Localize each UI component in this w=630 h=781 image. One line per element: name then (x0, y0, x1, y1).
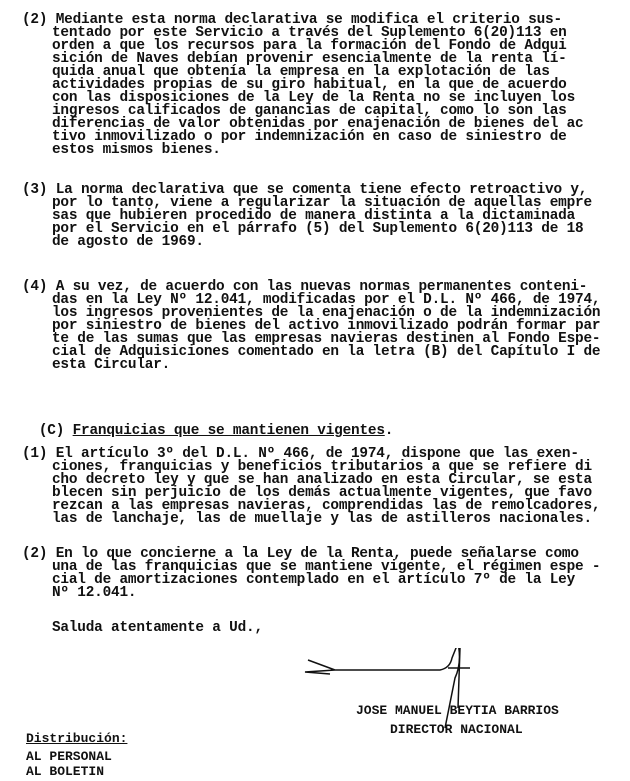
text-line: de agosto de 1969. (52, 234, 204, 250)
text-line: tivo inmovilizado o por indemnización en caso de siniestro de (52, 129, 567, 145)
text-line: cial de Adquisiciones comentado en la letra (B) del Capítulo I de (52, 344, 601, 360)
text-line: los ingresos provenientes de la enajenación o de la indemnización (52, 305, 601, 321)
text-line: cho decreto ley y que se han analizado en esta Circular, se esta (52, 472, 592, 488)
text-line: por el Servicio en el párrafo (5) del Suplemento 6(20)113 de 18 (52, 221, 584, 237)
text-line: por lo tanto, viene a regularizar la situación de aquellas empre (52, 195, 592, 211)
text-line: quida anual que obtenía la empresa en la explotación de las (52, 64, 550, 80)
text-line: tentado por este Servicio a través del Suplemento 6(20)113 en (52, 25, 567, 41)
closing-text: Saluda atentamente a Ud., (52, 620, 263, 636)
text-line: Nº 12.041. (52, 585, 137, 601)
text-line: das en la Ley Nº 12.041, modificadas por el D.L. Nº 466, de 1974, (52, 292, 601, 308)
text-line: las de lanchaje, las de muellaje y las de astilleros nacionales. (52, 511, 592, 527)
text-line: con las disposiciones de la Ley de la Renta no se incluyen los (52, 90, 576, 106)
text-line: sición de Naves debían provenir esencialmente de la renta lí- (52, 51, 567, 67)
text-line: (2) Mediante esta norma declarativa se modifica el criterio sus- (22, 12, 562, 28)
section-c-title: Franquicias que se mantienen vigentes (72, 423, 385, 439)
text-line: orden a que los recursos para la formación del Fondo de Adqui (52, 38, 567, 54)
distribution-item: AL BOLETIN (26, 764, 105, 779)
text-line: actividades propias de su giro habitual, en la que de acuerdo (52, 77, 567, 93)
text-line: diferencias de valor obtenidas por enajenación de bienes del ac (52, 116, 584, 132)
text-line: una de las franquicias que se mantiene vigente, el régimen espe - (52, 559, 601, 575)
text-line: por siniestro de bienes del activo inmovilizado podrán formar par (52, 318, 601, 334)
signatory-name: JOSE MANUEL BEYTIA BARRIOS (356, 703, 559, 718)
section-c-period: . (384, 423, 394, 439)
paragraph-3 (22, 184, 592, 249)
section-c-heading (22, 412, 393, 438)
text-line: rezcan a las empresas navieras, comprendidas las de remolcadores, (52, 498, 601, 514)
text-line: (3) La norma declarativa que se comenta tiene efecto retroactivo y, (22, 182, 588, 198)
text-line: estos mismos bienes. (52, 142, 221, 158)
text-line: ingresos calificados de ganancias de capital, como lo son las (52, 103, 567, 119)
paragraph-c1 (22, 448, 600, 526)
text-line: (4) A su vez, de acuerdo con las nuevas normas permanentes conteni- (22, 279, 588, 295)
text-line: sas que hubieren procedido de manera distinta a la dictaminada (52, 208, 576, 224)
text-line: (2) En lo que concierne a la Ley de la Renta, puede señalarse como (22, 546, 579, 562)
paragraph-c2 (22, 548, 600, 600)
text-line: te de las sumas que las empresas navieras destinen al Fondo Espe- (52, 331, 601, 347)
section-c-number: (C) (38, 423, 73, 439)
paragraph-4 (22, 281, 600, 372)
paragraph-2 (22, 14, 583, 157)
text-line: cial de amortizaciones contemplado en el artículo 7º de la Ley (52, 572, 576, 588)
distribution-label: Distribución: (26, 731, 128, 746)
text-line: (1) El artículo 3º del D.L. Nº 466, de 1974, dispone que las exen- (22, 446, 579, 462)
signatory-title: DIRECTOR NACIONAL (390, 722, 523, 737)
text-line: esta Circular. (52, 357, 171, 373)
distribution-item: AL PERSONAL (26, 749, 112, 764)
text-line: blecen sin perjuicio de los demás actualmente vigentes, que favo (52, 485, 592, 501)
text-line: ciones, franquicias y beneficios tributarios a que se refiere di (52, 459, 592, 475)
